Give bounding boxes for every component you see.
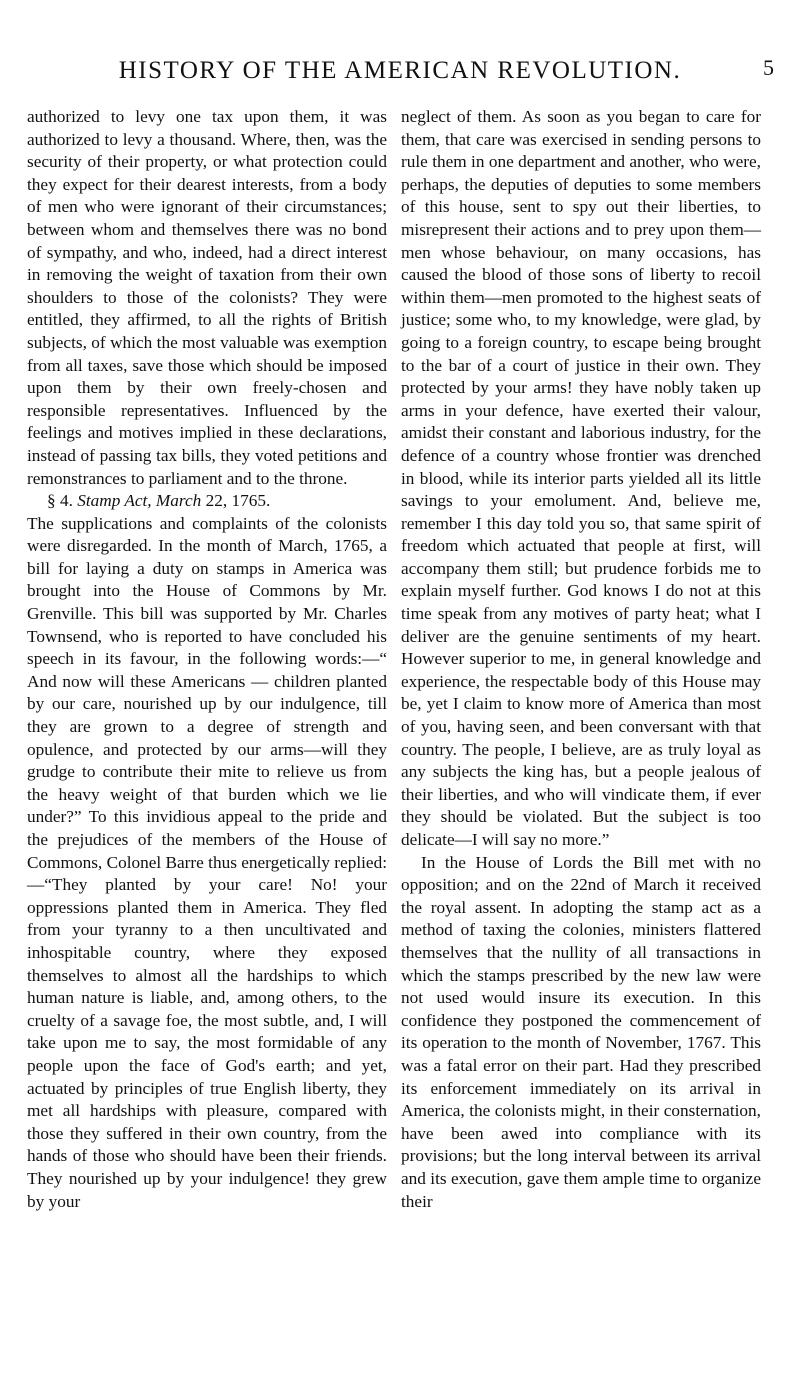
running-head: HISTORY OF THE AMERICAN REVOLUTION. xyxy=(118,57,682,84)
left-paragraph-stamp-act: The supplications and complaints of the colonists were disregarded. In the month of March, 1765, a bill for laying a duty on stamps in America was brought into the House of Commons by Mr. Grenville. This bill was supported by Mr. Charles Townsend, who is reported to have concluded his speech in its favour, in the following words:—“ And now will these Americans — children planted by our care, nourished up by our indulgence, till they are grown to a degree of strength and opulence, and protected by our arms—will they grudge to contribute their mite to relieve us from the heavy weight of that burden which we lie under?” To this invidious appeal to the pride and the prejudices of the members of the House of Commons, Colonel Barre thus energetically replied:—“They planted by your care! No! your oppressions planted them in America. They fled from your tyranny to a then uncultivated and inhospitable country, where they exposed themselves to almost all the hardships to which human nature is liable, and, among others, to the cruelty of a savage foe, the most subtle, and, I will take upon me to say, the most formidable of any people upon the face of God's earth; and yet, actuated by principles of true English liberty, they met all hardships with pleasure, compared with those they suffered in their own country, from the hands of those who should have been their friends. They nourished up by your indulgence! they grew by your xyxy=(27,513,387,1211)
left-paragraph-continued: authorized to levy one tax upon them, it was authorized to levy a thousand. Where, then, was the security of their property, or what protection could they expect for their dearest interests, from a body of men who were ignorant of their circumstances; between whom and themselves there was no bond of sympathy, and who, indeed, had a direct interest in removing the weight of taxation from their own shoulders to those of the colonists? They were entitled, they affirmed, to all the rights of British subjects, of which the most valuable was exemption from all taxes, save those which should be imposed upon them by their own freely-chosen and responsible representatives. Influenced by the feelings and motives implied in these declarations, instead of passing tax bills, they voted petitions and remonstrances to parliament and to the throne. xyxy=(27,107,387,488)
left-column xyxy=(27,106,387,1386)
section-number: § 4. xyxy=(47,491,73,511)
section-date: 22, 1765. xyxy=(205,491,271,511)
section-heading xyxy=(27,490,387,513)
page-number: 5 xyxy=(763,55,774,80)
section-title: Stamp Act, March xyxy=(77,491,202,511)
page-header xyxy=(0,0,800,90)
right-paragraph-house-of-lords: In the House of Lords the Bill met with no opposition; and on the 22nd of March it received the royal assent. In adopting the stamp act as a method of taxing the colonies, ministers flattered themselves that the nullity of all transactions in which the stamps prescribed by the new law were not used would insure its execution. In this confidence they postponed the commencement of its operation to the month of November, 1767. This was a fatal error on their part. Had they prescribed its enforcement immediately on its arrival in America, the colonists might, in their consternation, have been awed into compliance with its provisions; but the long interval between its arrival and its execution, gave them ample time to organize their xyxy=(401,852,761,1211)
right-paragraph-barre-speech: neglect of them. As soon as you began to care for them, that care was exercised in sending persons to rule them in one department and another, who were, perhaps, the deputies of deputies to some members of this house, sent to spy out their liberties, to misrepresent their actions and to prey upon them—men whose behaviour, on many occasions, has caused the blood of those sons of liberty to recoil within them—men promoted to the highest seats of justice; some who, to my knowledge, were glad, by going to a foreign country, to escape being brought to the bar of a court of justice in their own. They protected by your arms! they have nobly taken up arms in your defence, have exerted their valour, amidst their constant and laborious industry, for the defence of a country whose frontier was drenched in blood, while its interior parts yielded all its little savings to your emolument. And, believe me, remember I this day told you so, that same spirit of freedom which actuated that people at first, will accompany them still; but prudence forbids me to explain myself further. God knows I do not at this time speak from any motives of party heat; what I deliver are the genuine sentiments of my heart. However superior to me, in general knowledge and experience, the respectable body of this House may be, yet I claim to know more of America than most of you, having seen, and been conversant with that country. The people, I believe, are as truly loyal as any subjects the king has, but a people jealous of their liberties, and who will vindicate them, if ever they should be violated. But the subject is too delicate—I will say no more.” xyxy=(401,107,761,849)
right-column xyxy=(401,106,761,1386)
